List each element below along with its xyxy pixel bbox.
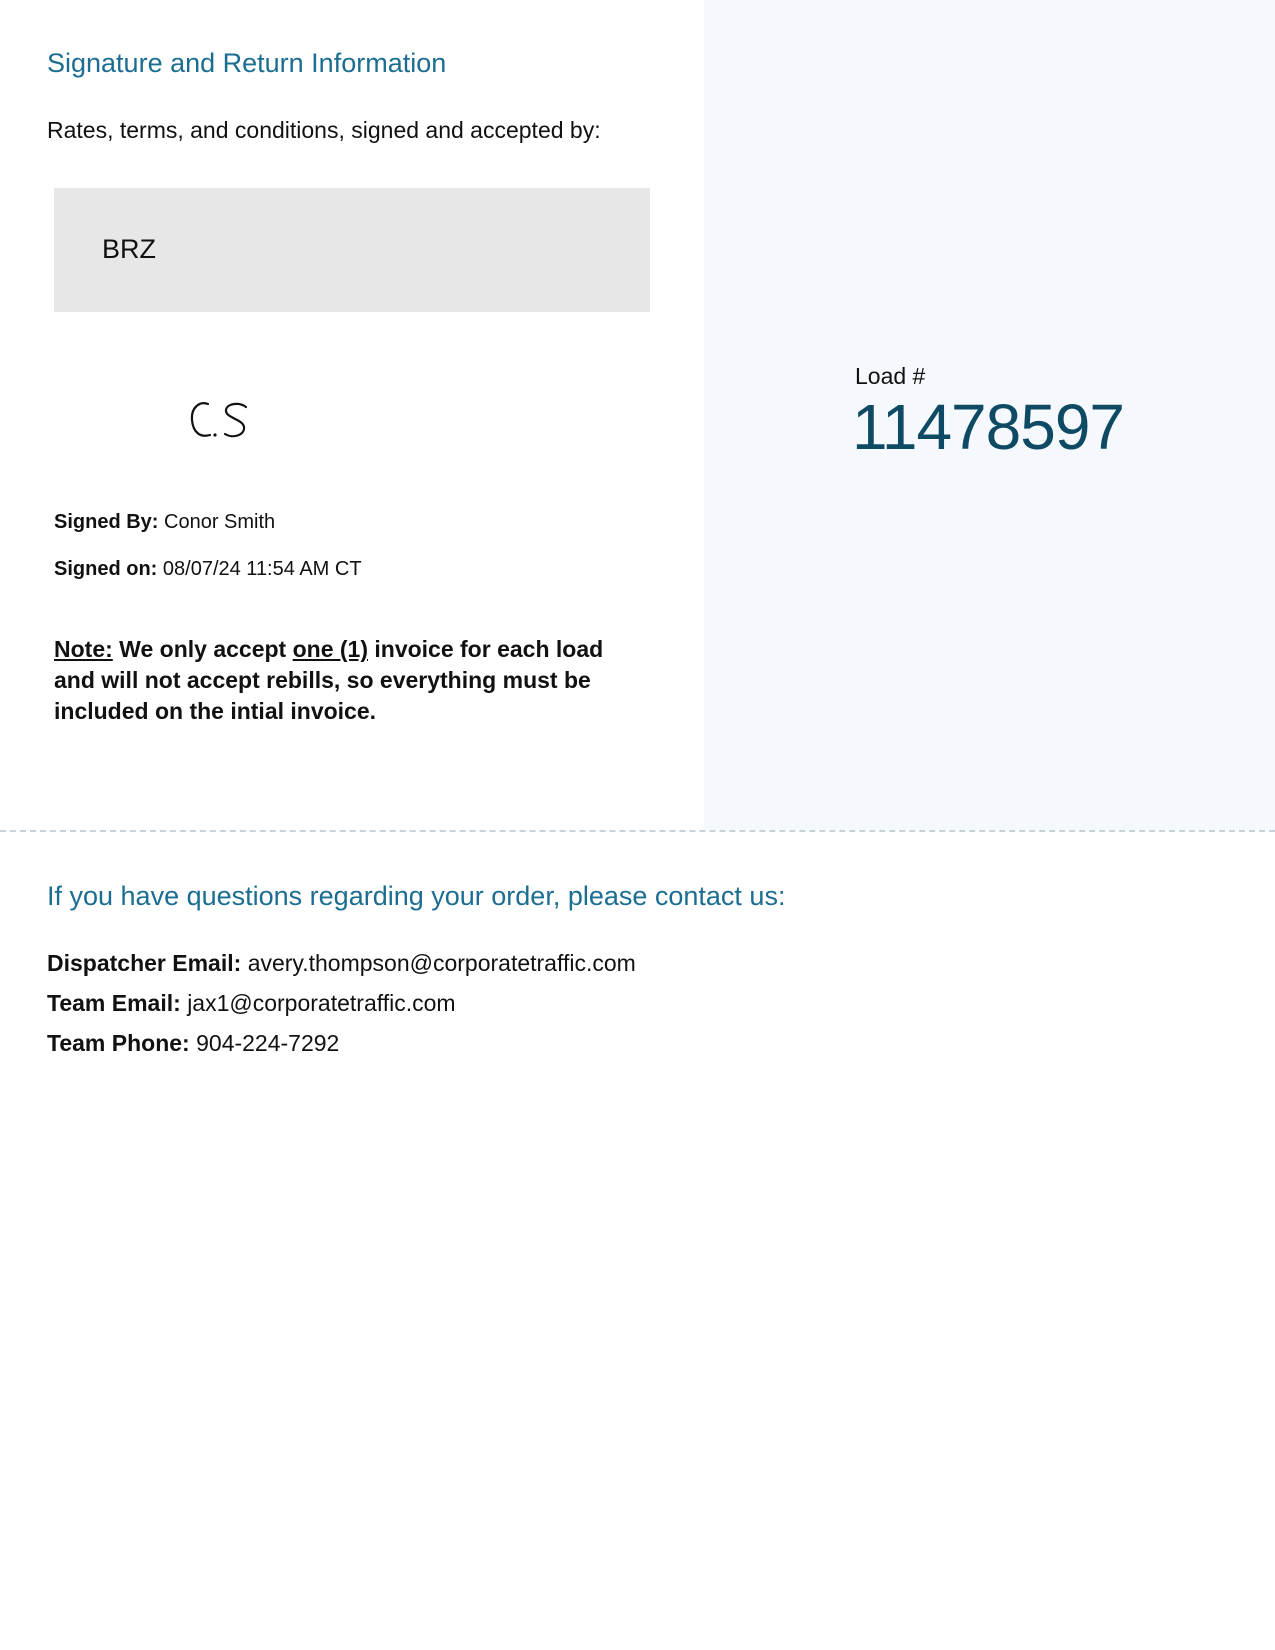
invoice-note — [54, 634, 634, 727]
team-phone — [47, 1030, 339, 1058]
note-label: Note: — [54, 636, 113, 662]
signature-section-title: Signature and Return Information — [47, 48, 447, 78]
contact-section-title: If you have questions regarding your order, please contact us: — [47, 881, 786, 911]
company-name: BRZ — [102, 234, 156, 264]
note-text-part2: invoice for each load and will not accept rebills, so everything must be included on the intial invoice. — [54, 636, 604, 724]
section-divider — [0, 830, 1275, 832]
team-phone-label: Team Phone: — [47, 1030, 190, 1056]
dispatcher-email-label: Dispatcher Email: — [47, 950, 242, 976]
signature-image — [186, 398, 256, 448]
note-text-part1: We only accept — [112, 636, 293, 662]
signed-on — [54, 557, 362, 581]
accepted-by-text: Rates, terms, and conditions, signed and accepted by: — [47, 117, 601, 143]
signed-by — [54, 510, 275, 534]
team-email-label: Team Email: — [47, 990, 181, 1016]
load-label: Load # — [855, 363, 926, 389]
note-emphasis: one (1) — [292, 636, 368, 662]
signed-on-value: 08/07/24 11:54 AM CT — [162, 558, 362, 580]
signed-by-value: Conor Smith — [164, 511, 276, 533]
company-name-box — [54, 188, 650, 312]
load-number: 11478597 — [852, 391, 1124, 463]
dispatcher-email-value: avery.thompson@corporatetraffic.com — [247, 950, 636, 976]
dispatcher-email — [47, 950, 636, 978]
team-email — [47, 990, 456, 1018]
team-email-value: jax1@corporatetraffic.com — [187, 990, 456, 1016]
signed-on-label: Signed on: — [54, 558, 158, 580]
team-phone-value: 904-224-7292 — [196, 1030, 340, 1056]
signed-by-label: Signed By: — [54, 511, 159, 533]
